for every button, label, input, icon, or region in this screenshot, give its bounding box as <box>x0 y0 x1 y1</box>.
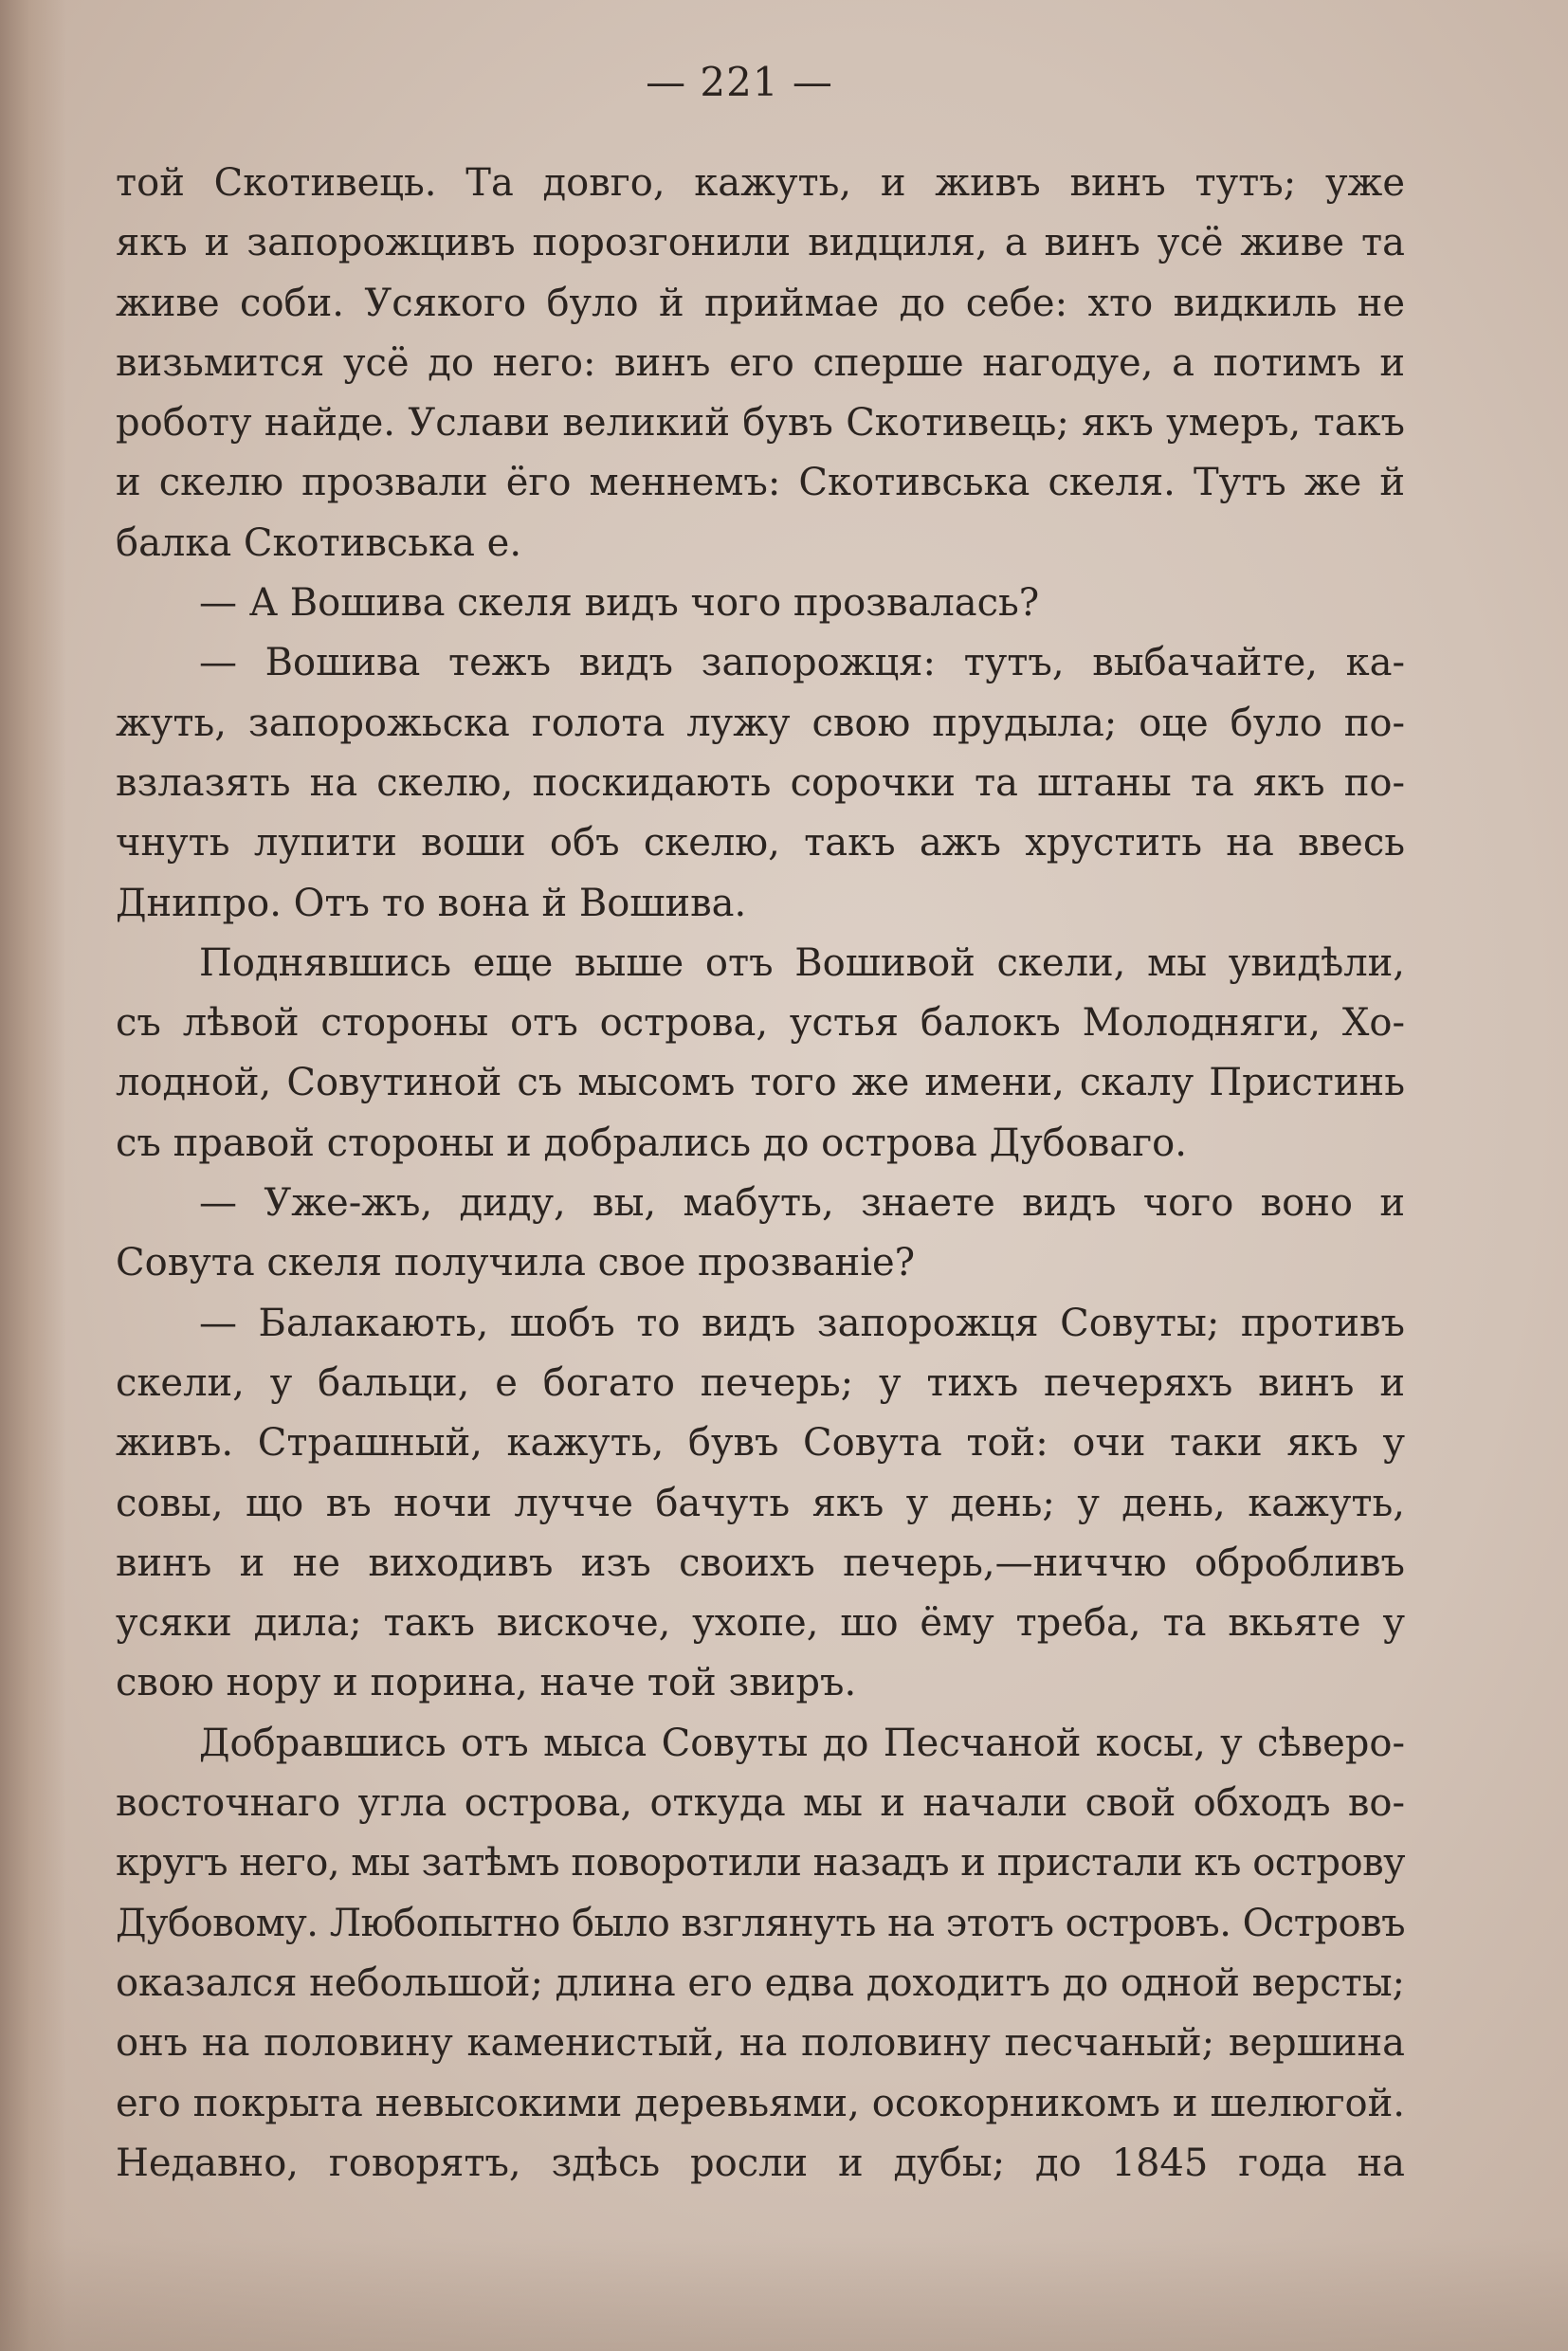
text-line: восточнаго угла острова, откуда мы и начали свой обходъ во- <box>116 1781 1405 1826</box>
text-line: живе соби. Усякого було й приймае до себе: хто видкиль не <box>116 281 1405 325</box>
text-line: Недавно, говорятъ, здѣсь росли и дубы; до 1845 года на <box>116 2141 1405 2185</box>
text-line: чнуть лупити воши объ скелю, такъ ажъ хрустить на ввесь <box>116 821 1405 866</box>
text-line: взлазять на скелю, поскидають сорочки та штаны та якъ по- <box>116 760 1405 805</box>
text-line: лодной, Совутиной съ мысомъ того же имени, скалу Пристинь <box>116 1061 1405 1105</box>
text-line: той Скотивець. Та довго, кажуть, и живъ винъ тутъ; уже <box>116 161 1405 205</box>
text-line: роботу найде. Услави великий бувъ Скотивець; якъ умеръ, такъ <box>116 401 1405 446</box>
text-line: визьмится усё до него: винъ его сперше нагодуе, а потимъ и <box>116 340 1405 385</box>
text-line: свою нору и порина, наче той звиръ. <box>116 1661 857 1705</box>
text-line: — Уже-жъ, диду, вы, мабуть, знаете видъ чого воно и <box>199 1181 1405 1226</box>
body-text <box>116 154 1405 2194</box>
text-line: Добравшись отъ мыса Совуты до Песчаной косы, у сѣверо- <box>199 1721 1405 1765</box>
text-line: съ лѣвой стороны отъ острова, устья балокъ Молодняги, Хо- <box>116 1001 1405 1046</box>
text-line: якъ и запорожцивъ порозгонили видциля, а винъ усё живе та <box>116 221 1405 265</box>
text-line: Дубовому. Любопытно было взглянуть на этотъ островъ. Островъ <box>116 1901 1405 1945</box>
text-line: съ правой стороны и добрались до острова Дубоваго. <box>116 1121 1187 1165</box>
page-number: — 221 — <box>646 59 833 105</box>
text-line: и скелю прозвали ёго меннемъ: Скотивська скеля. Тутъ же й <box>116 461 1405 505</box>
text-line: — А Вошива скеля видъ чого прозвалась? <box>199 581 1040 626</box>
text-line: оказался небольшой; длина его едва доходитъ до одной версты; <box>116 1960 1405 2005</box>
text-line: усяки дила; такъ вискоче, ухопе, шо ёму треба, та вкьяте у <box>116 1601 1405 1646</box>
text-line: — Балакають, шобъ то видъ запорожця Совуты; противъ <box>199 1301 1405 1345</box>
text-line: Поднявшись еще выше отъ Вошивой скели, мы увидѣли, <box>199 940 1405 985</box>
text-line: Днипро. Отъ то вона й Вошива. <box>116 881 747 925</box>
text-line: жуть, запорожьска голота лужу свою прудыла; оце було по- <box>116 701 1405 745</box>
text-line: винъ и не виходивъ изъ своихъ печерь,—ниччю обробливъ <box>116 1540 1405 1585</box>
text-line: балка Скотивська е. <box>116 520 522 565</box>
text-line: Совута скеля получила свое прозваніе? <box>116 1241 916 1285</box>
text-line: кругъ него, мы затѣмъ поворотили назадъ и пристали къ острову <box>116 1841 1405 1886</box>
text-line: — Вошива тежъ видъ запорожця: тутъ, выбачайте, ка- <box>199 641 1405 685</box>
text-line: живъ. Страшный, кажуть, бувъ Совута той: очи таки якъ у <box>116 1421 1405 1466</box>
text-line: онъ на половину каменистый, на половину песчаный; вершина <box>116 2021 1405 2066</box>
text-line: совы, що въ ночи лучче бачуть якъ у день; у день, кажуть, <box>116 1481 1405 1525</box>
text-line: его покрыта невысокими деревьями, осокорникомъ и шелюгой. <box>116 2081 1405 2125</box>
text-line: скели, у бальци, е богато печерь; у тихъ печеряхъ винъ и <box>116 1360 1405 1405</box>
